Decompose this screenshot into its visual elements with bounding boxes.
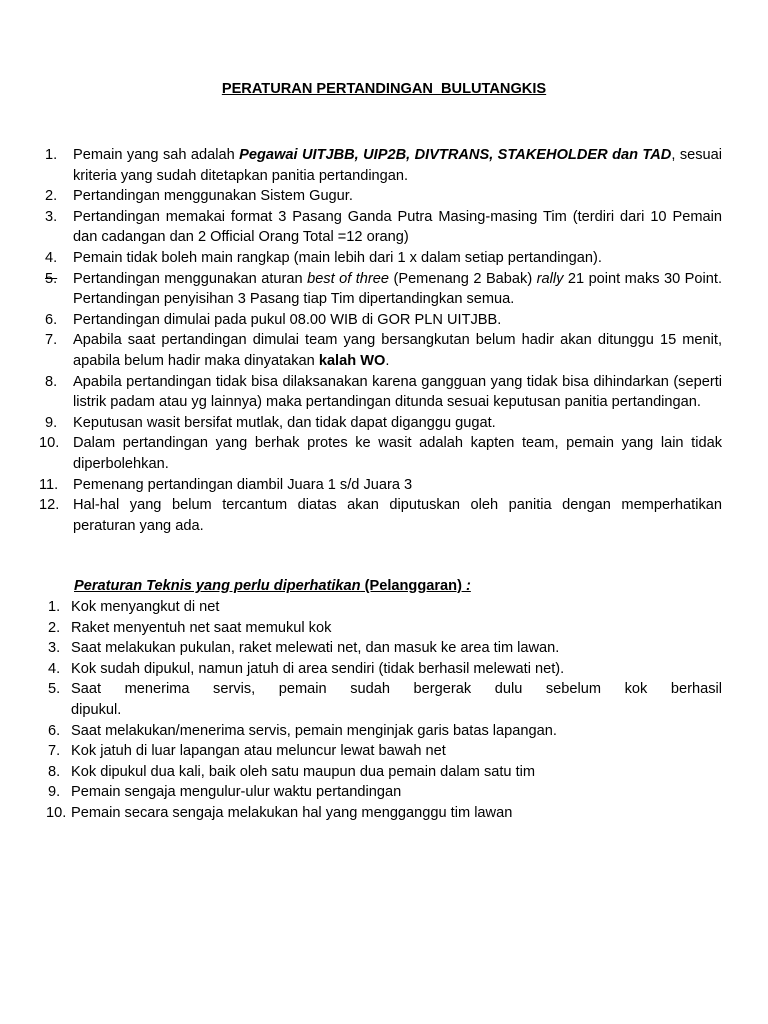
rule-item-6: 6. Pertandingan dimulai pada pukul 08.00 WIB di GOR PLN UITJBB.: [0, 310, 768, 331]
violation-item-7: 7. Kok jatuh di luar lapangan atau meluncur lewat bawah net: [0, 741, 768, 762]
document-title: PERATURAN PERTANDINGAN BULUTANGKIS: [221, 81, 547, 97]
rule-item-11: 11. Pemenang pertandingan diambil Juara 1 s/d Juara 3: [0, 475, 768, 496]
rule-number: 11.: [39, 476, 59, 493]
violation-item-6: 6. Saat melakukan/menerima servis, pemain menginjak garis batas lapangan.: [0, 721, 768, 742]
violation-item-10: 10. Pemain secara sengaja melakukan hal yang mengganggu tim lawan: [0, 803, 768, 824]
violation-item-8: 8. Kok dipukul dua kali, baik oleh satu maupun dua pemain dalam satu tim: [0, 762, 768, 783]
violation-item-3: 3. Saat melakukan pukulan, raket melewati net, dan masuk ke area tim lawan.: [0, 638, 768, 659]
violation-number: 2.: [48, 619, 61, 636]
violation-number: 1.: [48, 599, 61, 615]
rule-number: 2.: [45, 188, 58, 205]
rule-item-1: 1. Pemain yang sah adalah Pegawai UITJBB, UIP2B, DIVTRANS, STAKEHOLDER dan TAD, sesuai kriteria yang sudah ditetapkan panitia pertandingan.: [45, 147, 723, 184]
rule-item-5: 5. Pertandingan menggunakan aturan best of three (Pemenang 2 Babak) rally 21 point maks 30 Point. Pertandingan penyisihan 3 Pasang tiap Tim dipertandingkan semua.: [45, 270, 722, 308]
violation-number: 6.: [48, 722, 61, 739]
violation-number: 8.: [48, 763, 61, 780]
violation-number: 10.: [46, 804, 67, 821]
rules-list: [0, 145, 768, 536]
rule-number: 1.: [45, 147, 58, 163]
violation-number: 4.: [48, 660, 61, 677]
violation-5-second-line: dipukul.: [71, 701, 122, 718]
rule-number: 5.: [45, 270, 58, 287]
violation-number: 9.: [48, 784, 61, 801]
violation-number: 5.: [48, 681, 61, 698]
rule-item-12: 12. Hal-hal yang belum tercantum diatas akan diputuskan oleh panitia dengan memperhatikan peraturan yang ada.: [39, 497, 722, 534]
rule-number: 12.: [39, 497, 60, 514]
rule-number: 9.: [45, 414, 58, 431]
rule-item-9: 9. Keputusan wasit bersifat mutlak, dan tidak dapat diganggu gugat.: [0, 413, 768, 434]
violation-item-4: 4. Kok sudah dipukul, namun jatuh di area sendiri (tidak berhasil melewati net).: [0, 659, 768, 680]
rule-number: 8.: [45, 373, 58, 390]
violation-number: 7.: [48, 743, 61, 760]
violation-item-1: 1. Kok menyangkut di net: [0, 597, 768, 618]
rule-item-4: 4. Pemain tidak boleh main rangkap (main lebih dari 1 x dalam setiap pertandingan).: [0, 248, 768, 269]
violation-5-first-line: Saat menerima servis, pemain sudah bergerak dulu sebelum kok berhasil: [71, 681, 722, 698]
rule-item-7: 7. Apabila saat pertandingan dimulai team yang bersangkutan belum hadir akan ditunggu 15 menit, apabila belum hadir maka dinyatakan kalah WO.: [45, 332, 722, 369]
rule-number: 7.: [45, 332, 58, 349]
rule-item-10: 10. Dalam pertandingan yang berhak protes ke wasit adalah kapten team, pemain yang lain tidak diperbolehkan.: [39, 435, 722, 472]
violation-number: 3.: [48, 640, 61, 657]
violation-item-9: 9. Pemain sengaja mengulur-ulur waktu pertandingan: [0, 782, 768, 803]
rule-item-8: 8. Apabila pertandingan tidak bisa dilaksanakan karena gangguan yang tidak bisa dihindarkan (seperti listrik padam atau yg lainnya) maka pertandingan ditunda sesuai keputusan panitia pertandingan.: [45, 373, 722, 411]
violation-item-2: 2. Raket menyentuh net saat memukul kok: [0, 618, 768, 639]
rule-number: 6.: [45, 311, 58, 328]
rule-number: 3.: [45, 208, 58, 225]
violation-item-5: [0, 679, 768, 720]
technical-rules-heading: Peraturan Teknis yang perlu diperhatikan (Pelanggaran) :: [74, 578, 471, 594]
rule-item-2: 2. Pertandingan menggunakan Sistem Gugur.: [0, 186, 768, 207]
rule-number: 10.: [39, 435, 60, 452]
technical-rules-list: [0, 597, 768, 824]
rule-item-3: 3. Pertandingan memakai format 3 Pasang Ganda Putra Masing-masing Tim (terdiri dari 10 Pemain dan cadangan dan 2 Official Orang Total =12 orang): [45, 208, 722, 246]
rule-number: 4.: [45, 249, 58, 266]
